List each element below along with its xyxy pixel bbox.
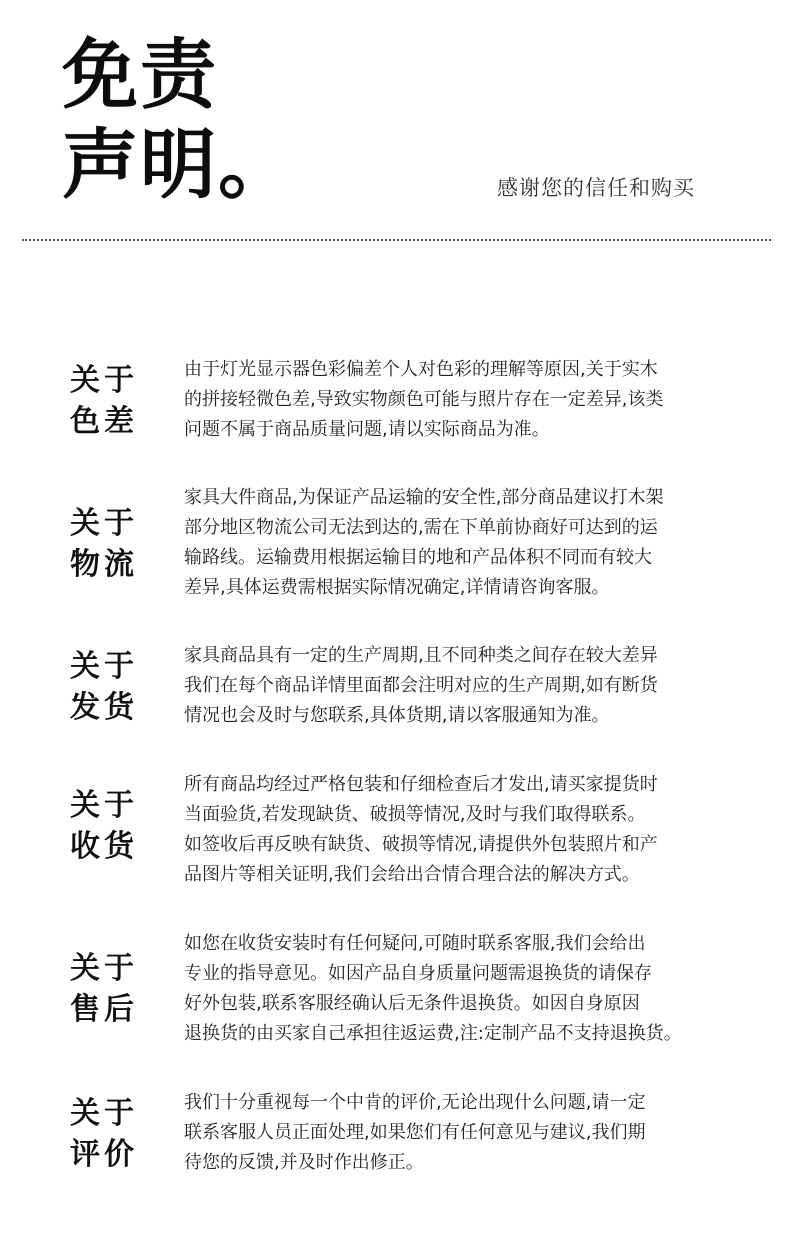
body-line: 好外包装,联系客服经确认后无条件退换货。如因自身原因 (184, 993, 640, 1014)
body-line: 情况也会及时与您联系,具体货期,请以客服通知为准。 (184, 705, 610, 726)
body-line: 当面验货,若发现缺货、破损等情况,及时与我们取得联系。 (184, 804, 646, 825)
section-heading (70, 360, 150, 442)
section-body (184, 1088, 764, 1178)
page-subtitle: 感谢您的信任和购买 (497, 176, 695, 200)
dotted-divider (22, 239, 771, 241)
body-line: 专业的指导意见。如因产品自身质量问题需退换货的请保存 (184, 963, 652, 984)
body-line: 所有商品均经过严格包装和仔细检查后才发出,请买家提货时 (184, 774, 658, 795)
heading-line-2: 评价 (70, 1137, 138, 1172)
section-heading (70, 948, 150, 1030)
section-body (184, 355, 764, 445)
section-heading (70, 646, 150, 728)
body-line: 如签收后再反映有缺货、破损等情况,请提供外包装照片和产 (184, 834, 658, 855)
section-body (184, 929, 764, 1049)
body-line: 问题不属于商品质量问题,请以实际商品为准。 (184, 419, 550, 440)
heading-line-1: 关于 (70, 788, 138, 823)
body-line: 待您的反馈,并及时作出修正。 (184, 1152, 424, 1173)
section-heading (70, 503, 150, 585)
body-line: 由于灯光显示器色彩偏差个人对色彩的理解等原因,关于实木 (184, 359, 658, 380)
body-line: 我们十分重视每一个中肯的评价,无论出现什么问题,请一定 (184, 1092, 646, 1113)
body-line: 输路线。运输费用根据运输目的地和产品体积不同而有较大 (184, 547, 652, 568)
section-heading (70, 1093, 150, 1175)
section-body (184, 483, 764, 603)
heading-line-2: 发货 (70, 690, 138, 725)
heading-line-2: 色差 (70, 404, 138, 439)
heading-line-1: 关于 (70, 951, 138, 986)
title-line-2: 声明。 (62, 120, 296, 209)
body-line: 品图片等相关证明,我们会给出合情合理合法的解决方式。 (184, 864, 640, 885)
heading-line-1: 关于 (70, 649, 138, 684)
body-line: 家具商品具有一定的生产周期,且不同种类之间存在较大差异 (184, 645, 658, 666)
body-line: 的拼接轻微色差,导致实物颜色可能与照片存在一定差异,该类 (184, 389, 664, 410)
title-line-1: 免责 (62, 30, 218, 119)
heading-line-1: 关于 (70, 506, 138, 541)
body-line: 退换货的由买家自己承担往返运费,注:定制产品不支持退换货。 (184, 1023, 682, 1044)
body-line: 部分地区物流公司无法到达的,需在下单前协商好可达到的运 (184, 517, 658, 538)
heading-line-1: 关于 (70, 363, 138, 398)
page-title (62, 30, 296, 210)
body-line: 我们在每个商品详情里面都会注明对应的生产周期,如有断货 (184, 675, 658, 696)
body-line: 如您在收货安装时有任何疑问,可随时联系客服,我们会给出 (184, 933, 646, 954)
section-heading (70, 785, 150, 867)
heading-line-2: 收货 (70, 829, 138, 864)
heading-line-1: 关于 (70, 1096, 138, 1131)
heading-line-2: 售后 (70, 992, 138, 1027)
section-body (184, 641, 764, 731)
body-line: 家具大件商品,为保证产品运输的安全性,部分商品建议打木架 (184, 487, 664, 508)
body-line: 联系客服人员正面处理,如果您们有任何意见与建议,我们期 (184, 1122, 646, 1143)
heading-line-2: 物流 (70, 547, 138, 582)
section-body (184, 770, 764, 890)
body-line: 差异,具体运费需根据实际情况确定,详情请咨询客服。 (184, 577, 610, 598)
